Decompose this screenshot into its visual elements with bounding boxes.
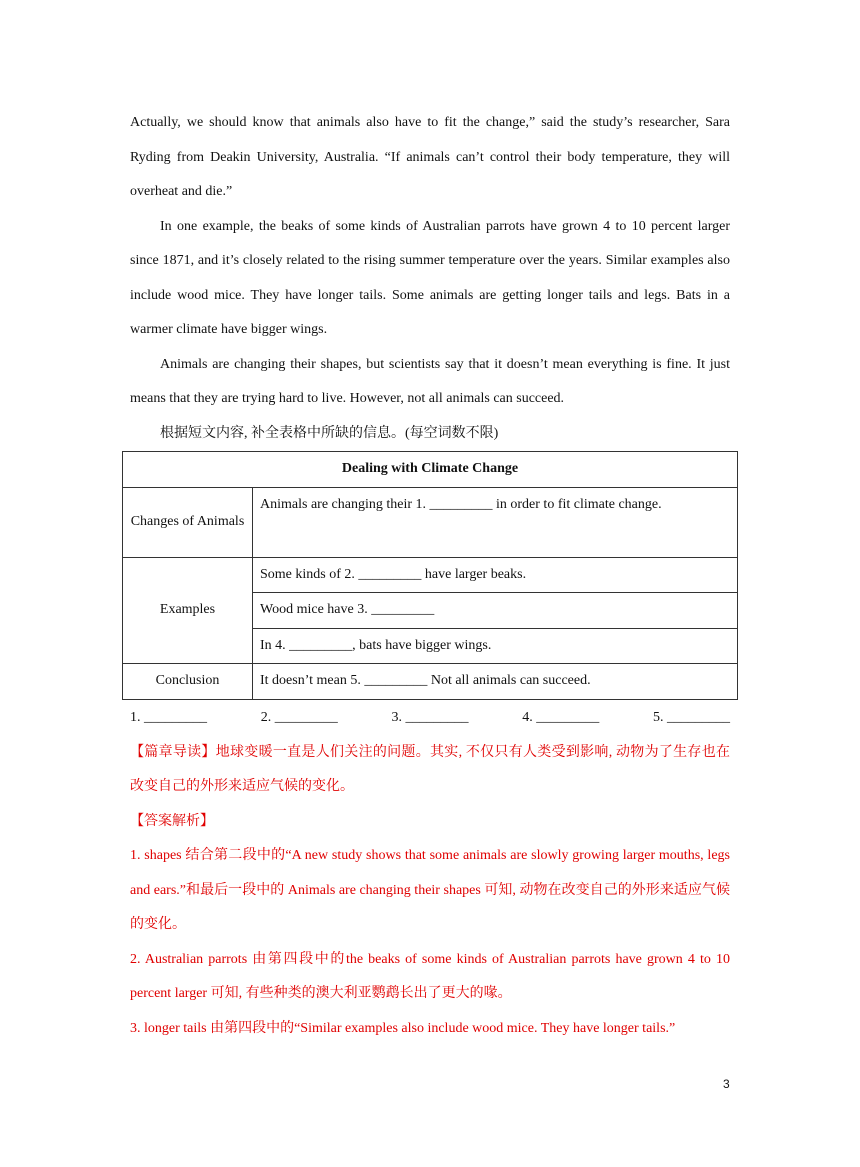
analysis-item: 1. shapes 结合第二段中的“A new study shows that some animals are slowly growing larger mouths, legs and ears.”和最后一段中的 Animals are changing their shapes 可知, 动物在改变自己的外形来适应气候的变化。 [130,848,730,932]
table-cell-example: In 4. _________, bats have bigger wings. [253,628,738,664]
passage-paragraph: Animals are changing their shapes, but scientists say that it doesn’t mean everything is fine. It just means that they are trying hard to live. However, not all animals can succeed. [130,356,730,406]
answer-blank: 3. _________ [391,709,469,725]
document-body [130,106,730,1046]
answer-blank: 1. _________ [130,709,207,725]
analysis-heading: 【答案解析】 [130,813,214,829]
table-label-changes: Changes of Animals [123,487,253,557]
passage-paragraph: Actually, we should know that animals also have to fit the change,” said the study’s researcher, Sara Ryding from Deakin University, Australia. “If animals can’t control their body temperature, they will overheat and die.” [130,115,730,199]
analysis-item: 2. Australian parrots 由第四段中的the beaks of some kinds of Australian parrots have grown 4 to 10 percent larger 可知, 有些种类的澳大利亚鹦鹉长出了更大的喙。 [130,951,730,1001]
answer-blank: 5. _________ [653,709,730,725]
answer-blank: 4. _________ [522,709,600,725]
table-cell-changes: Animals are changing their 1. _________ in order to fit climate change. [253,487,738,557]
table-title: Dealing with Climate Change [123,452,738,488]
table-cell-example: Some kinds of 2. _________ have larger beaks. [253,557,738,593]
answer-blanks [130,700,730,736]
passage-paragraph: In one example, the beaks of some kinds of Australian parrots have grown 4 to 10 percent larger since 1871, and it’s closely related to the rising summer temperature over the years. Similar examples also include wood mice. They have longer tails. Some animals are getting longer tails and legs. Bats in a warmer climate have bigger wings. [130,218,730,337]
analysis-item: 3. longer tails 由第四段中的“Similar examples also include wood mice. They have longer tails.” [130,1020,676,1036]
table-label-conclusion: Conclusion [123,664,253,700]
table-label-examples: Examples [123,557,253,664]
page-number: 3 [723,1077,730,1091]
task-instruction: 根据短文内容, 补全表格中所缺的信息。(每空词数不限) [160,425,499,441]
answer-blank: 2. _________ [260,709,338,725]
table-cell-example: Wood mice have 3. _________ [253,593,738,629]
chapter-guide: 【篇章导读】地球变暖一直是人们关注的问题。其实, 不仅只有人类受到影响, 动物为了生存也在改变自己的外形来适应气候的变化。 [130,744,730,794]
table-cell-conclusion: It doesn’t mean 5. _________ Not all animals can succeed. [253,664,738,700]
climate-change-table [122,451,738,700]
